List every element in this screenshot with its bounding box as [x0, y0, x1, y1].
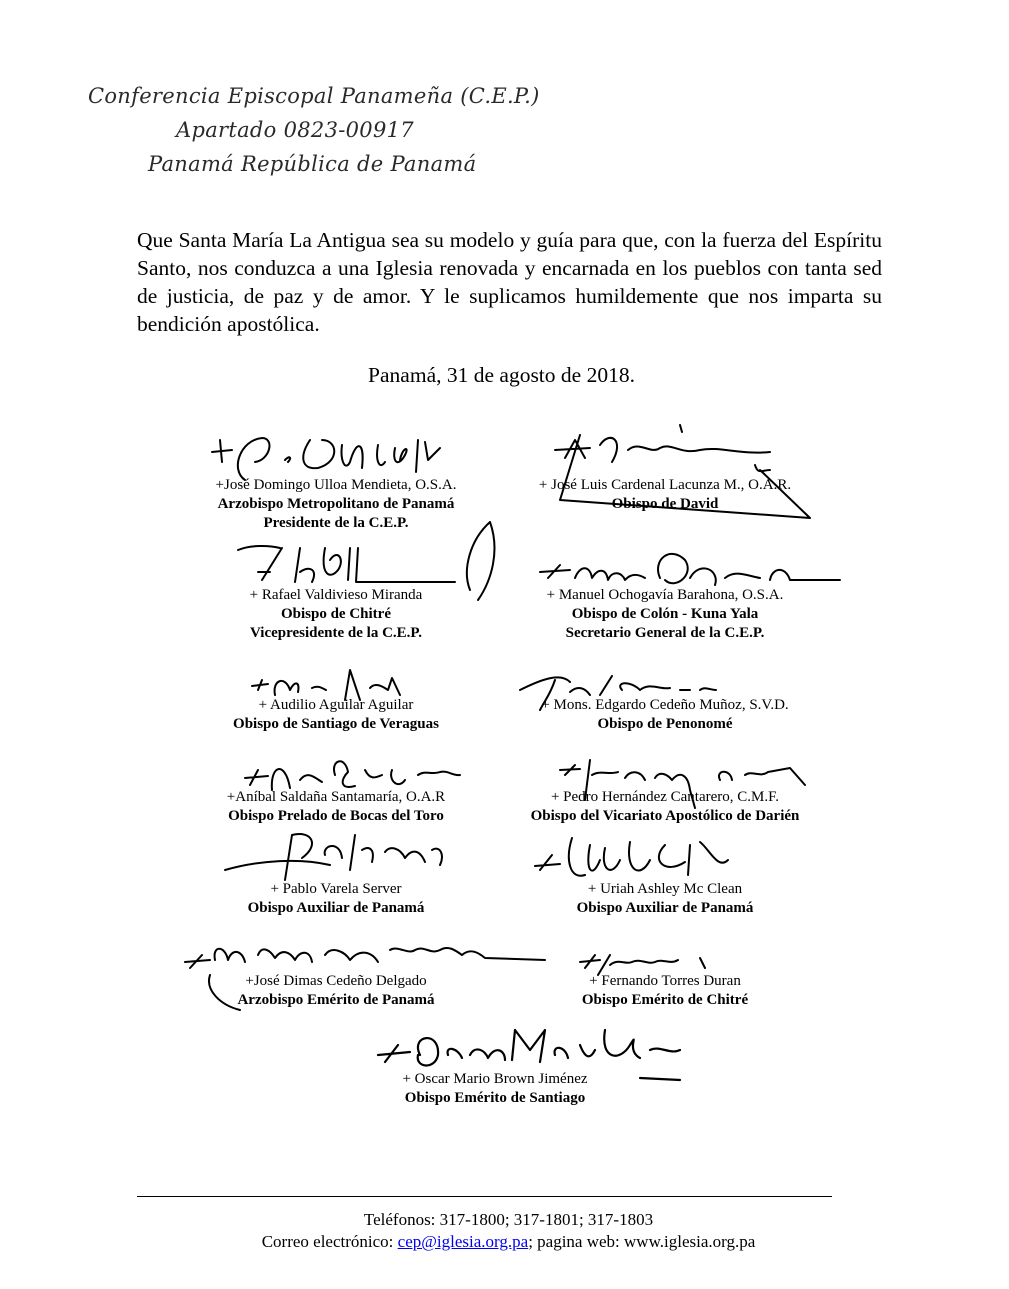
footer-contact: [4, 1232, 1009, 1252]
signatory-name: + Pedro Hernández Cantarero, C.M.F.: [550, 789, 780, 805]
signatory-saldana: [186, 788, 486, 826]
date-text: Panamá, 31 de agosto de 2018.: [368, 363, 635, 387]
signatory-ochogavia: [510, 586, 820, 643]
letterhead-address: Apartado 0823-00917: [176, 118, 414, 142]
email-link[interactable]: cep@iglesia.org.pa: [397, 1232, 529, 1251]
signatory-title: Obispo de Chitré: [280, 606, 391, 622]
signatory-title: Secretario General de la C.E.P.: [565, 625, 765, 641]
letterhead-country: Panamá República de Panamá: [148, 152, 477, 176]
email-label: Correo electrónico:: [261, 1232, 394, 1251]
signatory-title: Obispo de David: [611, 496, 719, 512]
signatory-name: +José Dimas Cedeño Delgado: [245, 973, 427, 989]
signatory-title: Obispo Emérito de Chitré: [581, 992, 749, 1008]
signatory-name: + Fernando Torres Duran: [589, 973, 741, 989]
signatory-title: Vicepresidente de la C.E.P.: [250, 625, 422, 641]
signatory-name: +Aníbal Saldaña Santamaría, O.A.R: [226, 789, 446, 805]
signatory-varela: [186, 880, 486, 918]
signatory-name: + Oscar Mario Brown Jiménez: [402, 1071, 588, 1087]
signatory-name: + José Luis Cardenal Lacunza M., O.A.R.: [538, 477, 792, 493]
signatory-title: Obispo Auxiliar de Panamá: [576, 900, 754, 916]
footer-phones: Teléfonos: 317-1800; 317-1801; 317-1803: [363, 1210, 654, 1229]
signatory-title: Arzobispo Metropolitano de Panamá: [217, 496, 455, 512]
signatory-aguilar: [186, 696, 486, 734]
signatory-title: Arzobispo Emérito de Panamá: [237, 992, 435, 1008]
signatory-ashley: [510, 880, 820, 918]
signatory-cedeno-delgado: [186, 972, 486, 1010]
signatory-lacunza: [510, 476, 820, 514]
signatory-title: Obispo Emérito de Santiago: [404, 1090, 586, 1106]
web-label: ; pagina web:: [528, 1232, 620, 1251]
signatory-title: Obispo de Santiago de Veraguas: [233, 716, 439, 732]
letterhead-organization: Conferencia Episcopal Panameña (C.E.P.): [88, 84, 540, 108]
signatory-title: Obispo Auxiliar de Panamá: [247, 900, 425, 916]
signatory-ulloa: [186, 476, 486, 533]
footer-divider: [137, 1196, 832, 1197]
signatory-hernandez: [505, 788, 825, 826]
signatory-valdivieso: [186, 586, 486, 643]
signatory-name: + Mons. Edgardo Cedeño Muñoz, S.V.D.: [541, 697, 789, 713]
signatory-title: Obispo Prelado de Bocas del Toro: [228, 808, 444, 824]
signatory-name: + Manuel Ochogavía Barahona, O.S.A.: [546, 587, 784, 603]
signatory-title: Obispo de Colón - Kuna Yala: [571, 606, 759, 622]
signatory-name: + Pablo Varela Server: [270, 881, 402, 897]
signatory-title: Obispo de Penonomé: [597, 716, 733, 732]
signatory-name: + Rafael Valdivieso Miranda: [249, 587, 423, 603]
signatory-title: Presidente de la C.E.P.: [263, 515, 409, 531]
signatory-name: + Uriah Ashley Mc Clean: [587, 881, 743, 897]
website-link[interactable]: www.iglesia.org.pa: [624, 1232, 756, 1251]
signatory-brown: [345, 1070, 645, 1108]
body-paragraph: Que Santa María La Antigua sea su modelo y guía para que, con la fuerza del Espíritu Santo, nos conduzca a una Iglesia renovada y encarnada en los pueblos con tanta sed de justicia, de paz y de amor. Y le suplicamos humildemente que nos imparta su bendición apostólica.: [137, 228, 882, 336]
signatory-cedeno-munoz: [510, 696, 820, 734]
signatory-torres: [510, 972, 820, 1010]
signatory-title: Obispo del Vicariato Apostólico de Darién: [530, 808, 800, 824]
signatory-name: +José Domingo Ulloa Mendieta, O.S.A.: [215, 477, 457, 493]
signatory-name: + Audilio Aguilar Aguilar: [258, 697, 414, 713]
